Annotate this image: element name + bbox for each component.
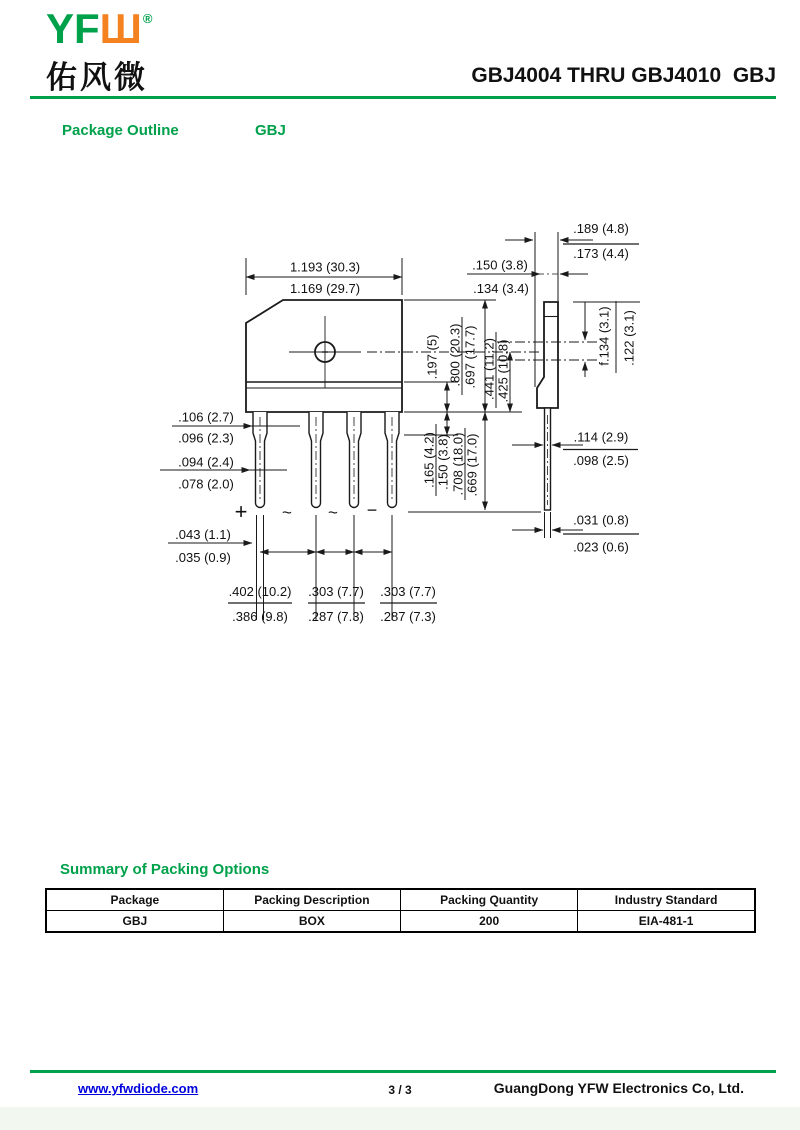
dim-slab-height: .197 (5) — [424, 334, 440, 380]
dim-body-t-max: .150 (3.8) — [472, 257, 528, 273]
company-name: GuangDong YFW Electronics Co, Ltd. — [493, 1080, 744, 1096]
dim-body-h-min: .697 (17.7) — [462, 325, 478, 389]
packing-options-table — [45, 888, 756, 933]
dim-lead-w-min: .078 (2.0) — [178, 476, 234, 492]
col-header-description: Packing Description — [223, 889, 400, 911]
dim-side-lead-t-max: .031 (0.8) — [573, 512, 629, 528]
dim-hole-dia-max: f.134 (3.1) — [596, 306, 612, 366]
logo-yf-text: YF — [46, 5, 100, 52]
cell-package: GBJ — [46, 911, 223, 933]
dim-hole-dia-min: .122 (3.1) — [621, 310, 637, 366]
dim-pitch2-max: .303 (7.7) — [308, 584, 364, 599]
dim-lead-t-min: .035 (0.9) — [175, 550, 231, 565]
header-divider — [30, 96, 776, 99]
dim-overall-t-max: .189 (4.8) — [573, 221, 629, 236]
dim-shoulder-w-min: .096 (2.3) — [178, 430, 234, 446]
website-link[interactable]: www.yfwdiode.com — [78, 1081, 199, 1096]
page-title: GBJ4004 THRU GBJ4010 GBJ — [471, 64, 776, 87]
dim-shoulder-w-max: .106 (2.7) — [178, 409, 234, 425]
table-row — [46, 911, 755, 933]
company-logo — [46, 5, 153, 52]
company-chinese-name: 佑风微 — [46, 60, 148, 95]
dim-hole-pos-max: .441 (11.2) — [481, 338, 497, 400]
dim-body-t-min: .134 (3.4) — [473, 281, 529, 296]
cell-description: BOX — [223, 911, 400, 933]
terminal-ac1: ~ — [282, 503, 292, 522]
page-number: 3 / 3 — [388, 1083, 412, 1097]
terminal-minus: − — [366, 500, 378, 520]
dim-lead-l-min: .669 (17.0) — [464, 433, 480, 497]
dim-pitch2-min: .287 (7.3) — [308, 609, 364, 624]
dim-hole-pos-min: .425 (10.8) — [495, 339, 511, 403]
col-header-quantity: Packing Quantity — [401, 889, 578, 911]
logo-w-glyph: Ш — [99, 5, 142, 52]
registered-mark-icon: ® — [142, 11, 153, 26]
package-outline-drawing — [0, 205, 800, 655]
bottom-strip — [0, 1107, 800, 1130]
front-view-body — [246, 300, 402, 412]
cell-quantity: 200 — [401, 911, 578, 933]
dim-lead-w-max: .094 (2.4) — [178, 454, 234, 470]
dim-side-lead-t-min: .023 (0.6) — [573, 539, 629, 555]
packing-options-heading: Summary of Packing Options — [60, 861, 270, 878]
cell-standard: EIA-481-1 — [578, 911, 755, 933]
terminal-ac2: ~ — [328, 503, 338, 522]
dim-lead-t-max: .043 (1.1) — [175, 527, 231, 542]
dim-side-lead-w-min: .098 (2.5) — [573, 453, 629, 468]
col-header-package: Package — [46, 889, 223, 911]
dim-pitch1-max: .402 (10.2) — [228, 584, 292, 599]
package-outline-heading: Package Outline — [62, 122, 179, 139]
dim-lead-l-max: .708 (18.0) — [450, 432, 466, 496]
dim-pitch1-min: .386 (9.8) — [232, 609, 288, 624]
table-header-row — [46, 889, 755, 911]
dim-overall-t-min: .173 (4.4) — [573, 246, 629, 261]
dim-body-h-max: .800 (20.3) — [447, 323, 463, 387]
package-name-label: GBJ — [255, 122, 286, 139]
dim-width-min: 1.169 (29.7) — [289, 281, 361, 296]
dim-shoulder-l-min: .150 (3.8) — [435, 434, 451, 490]
footer-divider — [30, 1070, 776, 1073]
dim-width-max: 1.193 (30.3) — [289, 259, 361, 275]
dim-pitch3-max: .303 (7.7) — [380, 584, 436, 599]
dim-shoulder-l-max: .165 (4.2) — [421, 432, 437, 488]
dim-pitch3-min: .287 (7.3) — [380, 609, 436, 624]
front-bottom-dimensions — [228, 515, 437, 620]
lead-centerlines — [260, 417, 392, 501]
dim-side-lead-w-max: .114 (2.9) — [573, 429, 629, 445]
col-header-standard: Industry Standard — [578, 889, 755, 911]
terminal-plus: + — [234, 499, 248, 524]
